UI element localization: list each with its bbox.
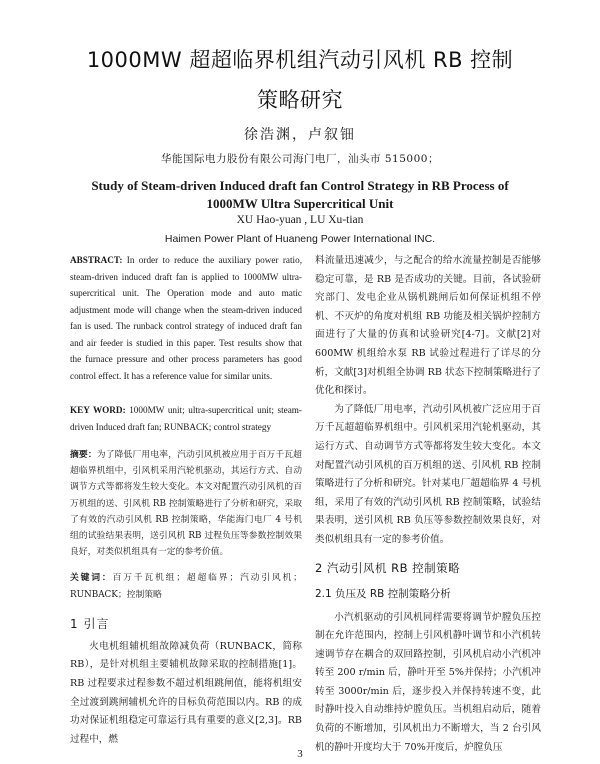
affiliation-cn: 华能国际电力股份有限公司海门电厂，汕头市 515000； — [161, 153, 439, 165]
section1-heading: 1 引言 — [70, 616, 110, 631]
title-en-line2: 1000MW Ultra Supercritical Unit — [206, 196, 394, 211]
title-cn-line1: 1000MW 超超临界机组汽动引风机 RB 控制 — [86, 48, 514, 72]
keywords-en-label: KEY WORD: — [70, 405, 126, 415]
keywords-cn-label: 关键词： — [70, 573, 113, 584]
section2-heading: 2 汽动引风机 RB 控制策略 — [315, 560, 461, 575]
left-column — [70, 252, 302, 749]
section2-1-para1: 小汽机驱动的引风机同样需要将调节炉膛负压控制在允许范围内，控制上引风机静叶调节和小汽机转速调节存在耦合的双回路控制，引风机启动小汽机冲转至 200 r/min 后，静叶开至 5%并保持；小汽机冲转至 3000r/min 后，逐步投入并保持转速不变，此时静叶投入自动维持炉膛负压。当机组启动后，随着负荷的不断增加，引风机出力不断增大，当 2 台引风机的静叶开度均大于 70%开度后，炉膛负压 — [315, 611, 541, 753]
section1-para1-continued: 料流量迅速减少，与之配合的给水流量控制是否能够稳定可靠，是 RB 是否成功的关键。目前，各试验研究部门、发电企业从锅机跳闸后如何保证机组不停机、不灭炉的角度对机组 RB 功能及相关锅炉控制方面进行了大量的仿真和试验研究[4-7]。文献[2]对 600MW 机组给水泵 RB 试验过程进行了详尽的分析，文献[3]对机组全协调 RB 状态下控制策略进行了优化和探讨。 — [315, 255, 541, 397]
abstract-cn — [70, 447, 302, 560]
keywords-en — [70, 402, 302, 435]
affiliation-en: Haimen Power Plant of Huaneng Power International INC. — [164, 233, 436, 245]
section2-1-heading: 2.1 负压及 RB 控制策略分析 — [315, 587, 451, 600]
keywords-cn-text: 百万千瓦机组；超超临界；汽动引风机；RUNBACK；控制策略 — [70, 573, 302, 600]
title-en-line1: Study of Steam-driven Induced draft fan Control Strategy in RB Process of — [91, 178, 509, 193]
authors-cn: 徐浩渊，卢叙钿 — [244, 127, 356, 143]
abstract-cn-label: 摘要： — [70, 450, 97, 460]
abstract-en-text: In order to reduce the auxiliary power ratio, steam-driven induced draft fan is applied to 1000MW ultra-supercritical unit. The Operation mode and auto matic adjustment mode will change when the steam-driven induced fan is used. The runback control strategy of induced draft fan and air feeder is studied in this paper. Test results show that the furnace pressure and other process parameters has good control effect. It has a reference value for similar units. — [70, 255, 302, 381]
abstract-cn-text: 为了降低厂用电率，汽动引风机被应用于百万千瓦超超临界机组中，引风机采用汽轮机驱动，其运行方式、自动调节方式等都将发生较大变化。本文对配置汽动引风机的百万机组的送、引风机 RB 控制策略进行了分析和研究，采取了有效的汽动引风机 RB 控制策略，华能海门电厂 4 号机组的试验结果表明，送引风机 RB 过程负压等参数控制效果良好，对类似机组具有一定的参考价值。 — [70, 450, 302, 558]
title-cn-line2: 策略研究 — [257, 88, 343, 112]
authors-en: XU Hao-yuan , LU Xu-tian — [236, 214, 364, 226]
keywords-cn — [70, 570, 302, 602]
keywords-en-text: 1000MW unit; ultra-supercritical unit; steam-driven Induced draft fan; RUNBACK; control strategy — [70, 405, 302, 432]
page-number: 3 — [297, 748, 303, 760]
section1-para1: 火电机组辅机组故障减负荷（RUNBACK，简称 RB），是针对机组主要辅机故障采取的控制措施[1]。RB 过程要求过程参数不超过机组跳闸值，能将机组安全过渡到跳闸辅机允许的目标负荷范围以内。RB 的成功对保证机组稳定可靠运行具有重要的意义[2,3]。RB 过程中，燃 — [70, 640, 302, 745]
section1-para2: 为了降低厂用电率，汽动引风机被广泛应用于百万千瓦超超临界机组中。引风机采用汽轮机驱动，其运行方式、自动调节方式等都将发生较大变化。本文对配置汽动引风机的百万机组的送、引风机 RB 控制策略进行了分析和研究。针对某电厂超超临界 4 号机组，采用了有效的汽动引风机 RB 控制策略，试验结果表明，送引风机 RB 负压等参数控制效果良好，对类似机组具有一定的参考价值。 — [315, 403, 541, 545]
right-column — [315, 252, 541, 757]
abstract-en — [70, 252, 302, 384]
abstract-en-label: ABSTRACT: — [70, 255, 123, 265]
